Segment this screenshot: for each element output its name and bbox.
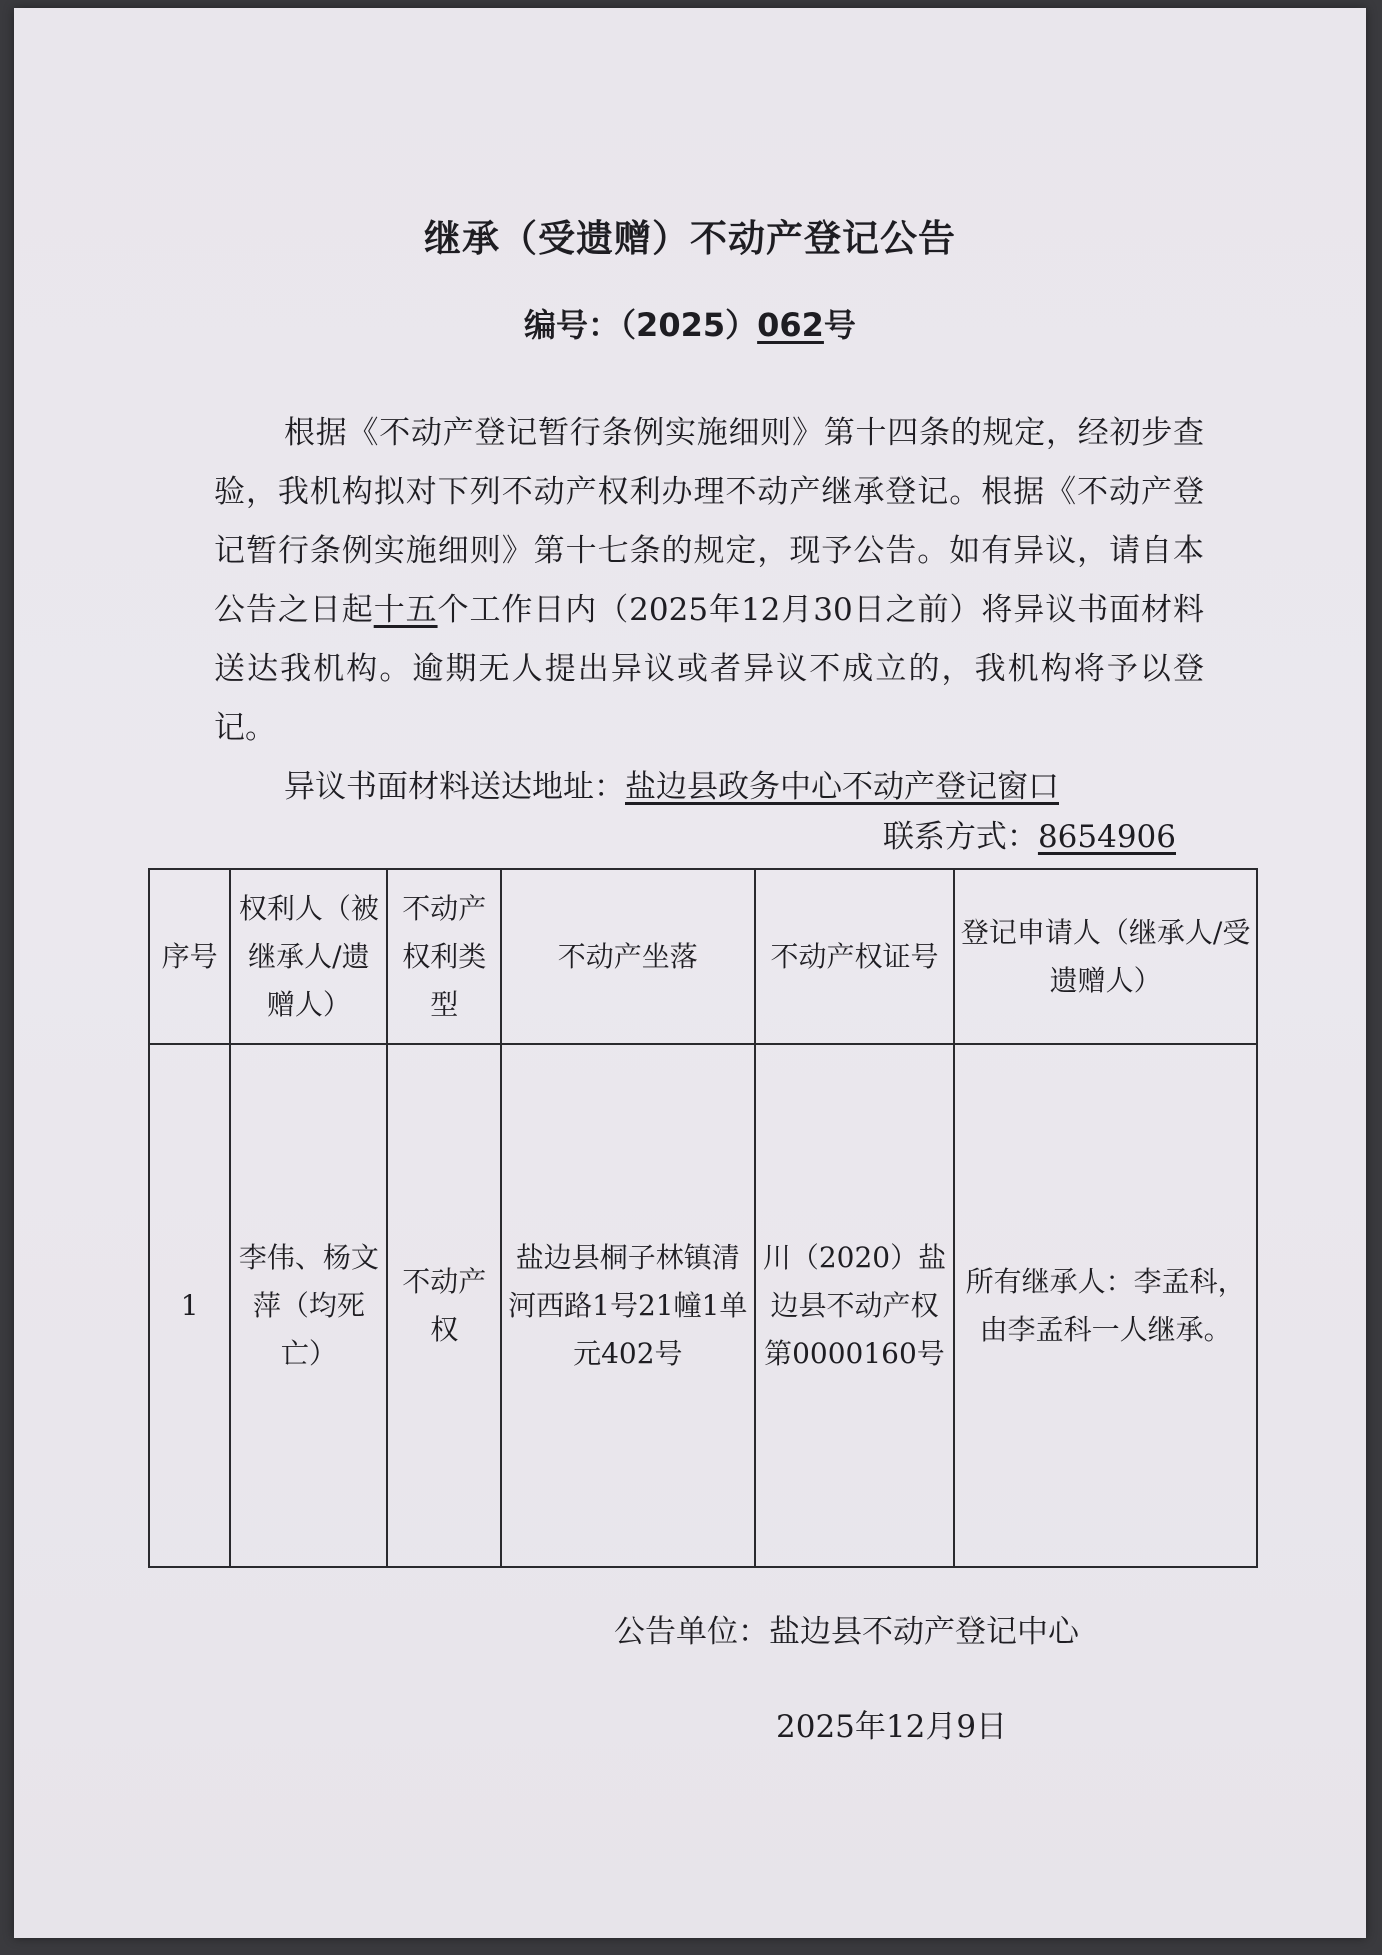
cell-owner: 李伟、杨文萍（均死亡） (230, 1044, 387, 1567)
notice-number-suffix: 号 (823, 306, 856, 344)
address-value: 盐边县政务中心不动产登记窗口 (625, 769, 1059, 805)
contact-label: 联系方式： (882, 819, 1038, 855)
table-header-row (149, 869, 1257, 1044)
objection-address (214, 758, 1204, 817)
notice-body (214, 404, 1204, 817)
header-location: 不动产坐落 (501, 869, 755, 1044)
notice-paragraph (214, 404, 1204, 758)
header-applicant: 登记申请人（继承人/受遗赠人） (954, 869, 1257, 1044)
paragraph-text-1: 根据《不动产登记暂行条例实施细则》第十四条的规定，经初步查验，我机构拟对下列不动产权利办理不动产继承登记。根据《不动产登记暂行条例实施细则》第十七条的规定，现予公告。如有异议，请自本公告之日起 (214, 415, 1204, 628)
notice-number (14, 300, 1366, 346)
cell-cert-no: 川（2020）盐边县不动产权第0000160号 (755, 1044, 955, 1567)
issuer-line: 公告单位：盐边县不动产登记中心 (614, 1614, 1079, 1650)
cell-applicant: 所有继承人：李孟科，由李孟科一人继承。 (954, 1044, 1257, 1567)
table-row (149, 1044, 1257, 1567)
objection-days: 十五 (373, 592, 438, 628)
contact-value: 8654906 (1037, 819, 1176, 855)
notice-number-value: 062 (757, 306, 824, 344)
paragraph-text-2: 个工作日内（2025年12月30日之前）将异议书面材料送达我机构。逾期无人提出异议或者异议不成立的，我机构将予以登记。 (214, 592, 1204, 746)
contact-line (883, 811, 1176, 856)
header-right-type: 不动产权利类型 (387, 869, 501, 1044)
notice-title: 继承（受遗赠）不动产登记公告 (424, 217, 956, 260)
header-seq: 序号 (149, 869, 230, 1044)
registration-table (148, 868, 1258, 1568)
cell-seq: 1 (149, 1044, 230, 1567)
issue-date: 2025年12月9日 (776, 1709, 1008, 1745)
address-label: 异议书面材料送达地址： (284, 769, 625, 805)
cell-location: 盐边县桐子林镇清河西路1号21幢1单元402号 (501, 1044, 755, 1567)
header-owner: 权利人（被继承人/遗赠人） (230, 869, 387, 1044)
cell-right-type: 不动产权 (387, 1044, 501, 1567)
header-cert-no: 不动产权证号 (755, 869, 955, 1044)
notice-document (14, 8, 1366, 1938)
notice-number-prefix: 编号：（2025） (524, 306, 758, 344)
